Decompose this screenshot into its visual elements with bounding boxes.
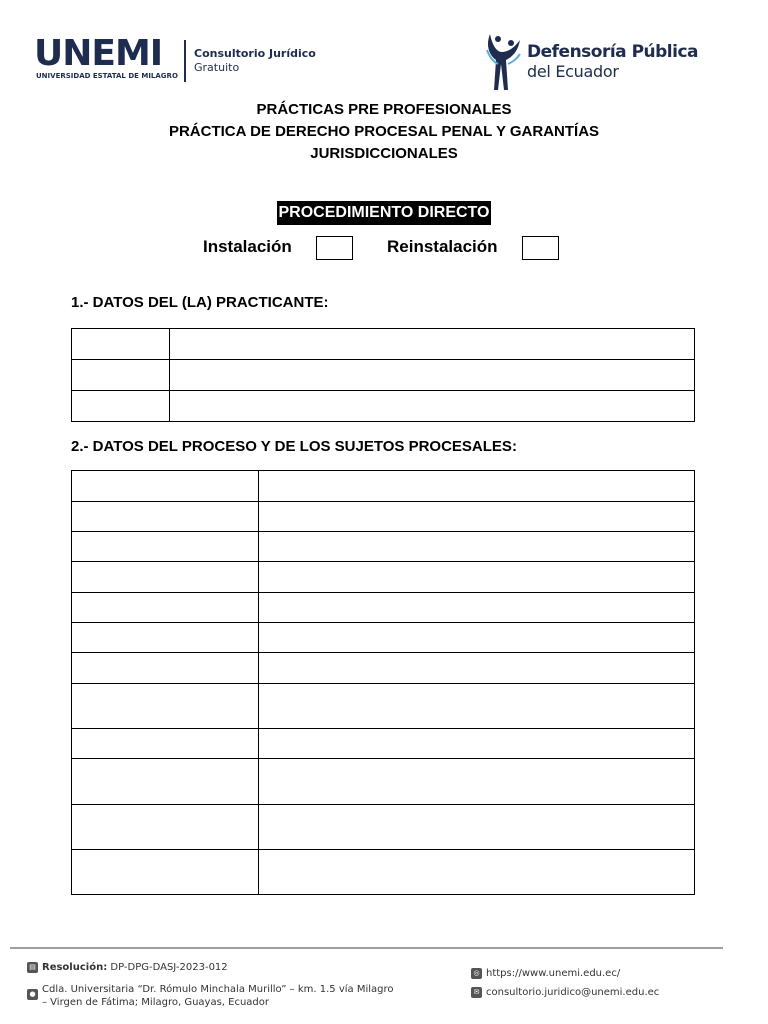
table-cell-label[interactable] — [72, 653, 259, 684]
option-reinstalacion-checkbox[interactable] — [522, 236, 559, 260]
table-cell-label[interactable] — [72, 391, 170, 422]
table-row — [72, 623, 695, 653]
title-line-2: PRÁCTICA DE DERECHO PROCESAL PENAL Y GARANTÍAS — [168, 123, 600, 140]
table-cell-label[interactable] — [72, 471, 259, 502]
table-row — [72, 850, 695, 895]
footer-resolucion-label: Resolución: — [42, 962, 108, 973]
table-cell-label[interactable] — [72, 759, 259, 805]
table-row — [72, 684, 695, 729]
table-cell-label[interactable] — [72, 502, 259, 532]
consultorio-label: Consultorio Jurídico — [194, 47, 316, 60]
footer-website-link[interactable]: https://www.unemi.edu.ec/ — [486, 968, 621, 979]
mail-icon: ✉ — [471, 987, 482, 998]
defensoria-logo — [484, 30, 699, 96]
table-cell-value[interactable] — [259, 623, 695, 653]
unemi-logo-subtitle: UNIVERSIDAD ESTATAL DE MILAGRO — [36, 72, 178, 80]
footer-resolucion-value: DP-DPG-DASJ-2023-012 — [110, 962, 228, 973]
table-row — [72, 360, 695, 391]
table-row — [72, 729, 695, 759]
table-cell-value[interactable] — [259, 593, 695, 623]
table-row — [72, 805, 695, 850]
table-cell-value[interactable] — [170, 391, 695, 422]
procedure-heading-wrap — [0, 201, 768, 225]
table-cell-value[interactable] — [259, 759, 695, 805]
table-row — [72, 562, 695, 593]
table-cell-label[interactable] — [72, 593, 259, 623]
option-instalacion-label: Instalación — [203, 237, 292, 256]
document-icon: ▤ — [27, 962, 38, 973]
table-cell-value[interactable] — [259, 805, 695, 850]
table-cell-label[interactable] — [72, 729, 259, 759]
footer-divider — [10, 947, 723, 949]
option-instalacion-checkbox[interactable] — [316, 236, 353, 260]
table-row — [72, 759, 695, 805]
table-cell-label[interactable] — [72, 360, 170, 391]
table-row — [72, 532, 695, 562]
footer-resolucion — [42, 961, 228, 974]
table-cell-value[interactable] — [259, 562, 695, 593]
table-row — [72, 471, 695, 502]
procedure-heading: PROCEDIMIENTO DIRECTO — [277, 201, 492, 225]
defensoria-subtitle: del Ecuador — [527, 62, 619, 81]
title-line-3: JURISDICCIONALES — [310, 145, 458, 162]
table-cell-label[interactable] — [72, 562, 259, 593]
table-cell-label[interactable] — [72, 329, 170, 360]
footer-address-line-1: Cdla. Universitaria “Dr. Rómulo Minchala Murillo” – km. 1.5 vía Milagro — [42, 984, 394, 995]
unemi-logo — [34, 33, 334, 86]
gratuito-label: Gratuito — [194, 61, 240, 74]
option-reinstalacion-label: Reinstalación — [387, 237, 498, 256]
defensoria-emblem-icon — [484, 30, 524, 94]
table-row — [72, 329, 695, 360]
table-row — [72, 502, 695, 532]
table-cell-value[interactable] — [259, 502, 695, 532]
table-cell-value[interactable] — [259, 850, 695, 895]
table-cell-label[interactable] — [72, 805, 259, 850]
table-cell-value[interactable] — [259, 653, 695, 684]
table-cell-value[interactable] — [259, 471, 695, 502]
table-row — [72, 653, 695, 684]
table-cell-label[interactable] — [72, 623, 259, 653]
table-cell-label[interactable] — [72, 850, 259, 895]
defensoria-title: Defensoría Pública — [527, 42, 699, 62]
table-cell-value[interactable] — [259, 532, 695, 562]
globe-icon: ◎ — [471, 968, 482, 979]
section-2-title: 2.- DATOS DEL PROCESO Y DE LOS SUJETOS PROCESALES: — [71, 438, 517, 455]
section-1-title: 1.- DATOS DEL (LA) PRACTICANTE: — [71, 294, 329, 311]
location-pin-icon: ● — [27, 989, 38, 1000]
table-row — [72, 593, 695, 623]
table-cell-value[interactable] — [259, 729, 695, 759]
proceso-table — [71, 470, 695, 895]
table-cell-value[interactable] — [259, 684, 695, 729]
table-cell-label[interactable] — [72, 684, 259, 729]
footer-email-link[interactable]: consultorio.juridico@unemi.edu.ec — [486, 987, 660, 998]
logo-divider — [184, 40, 186, 82]
table-row — [72, 391, 695, 422]
practicante-table — [71, 328, 695, 422]
table-cell-value[interactable] — [170, 360, 695, 391]
table-cell-label[interactable] — [72, 532, 259, 562]
unemi-logo-word: UNEMI — [34, 33, 163, 74]
title-line-1: PRÁCTICAS PRE PROFESIONALES — [256, 101, 512, 118]
footer-address-line-2: – Virgen de Fátima; Milagro, Guayas, Ecuador — [42, 997, 270, 1008]
table-cell-value[interactable] — [170, 329, 695, 360]
